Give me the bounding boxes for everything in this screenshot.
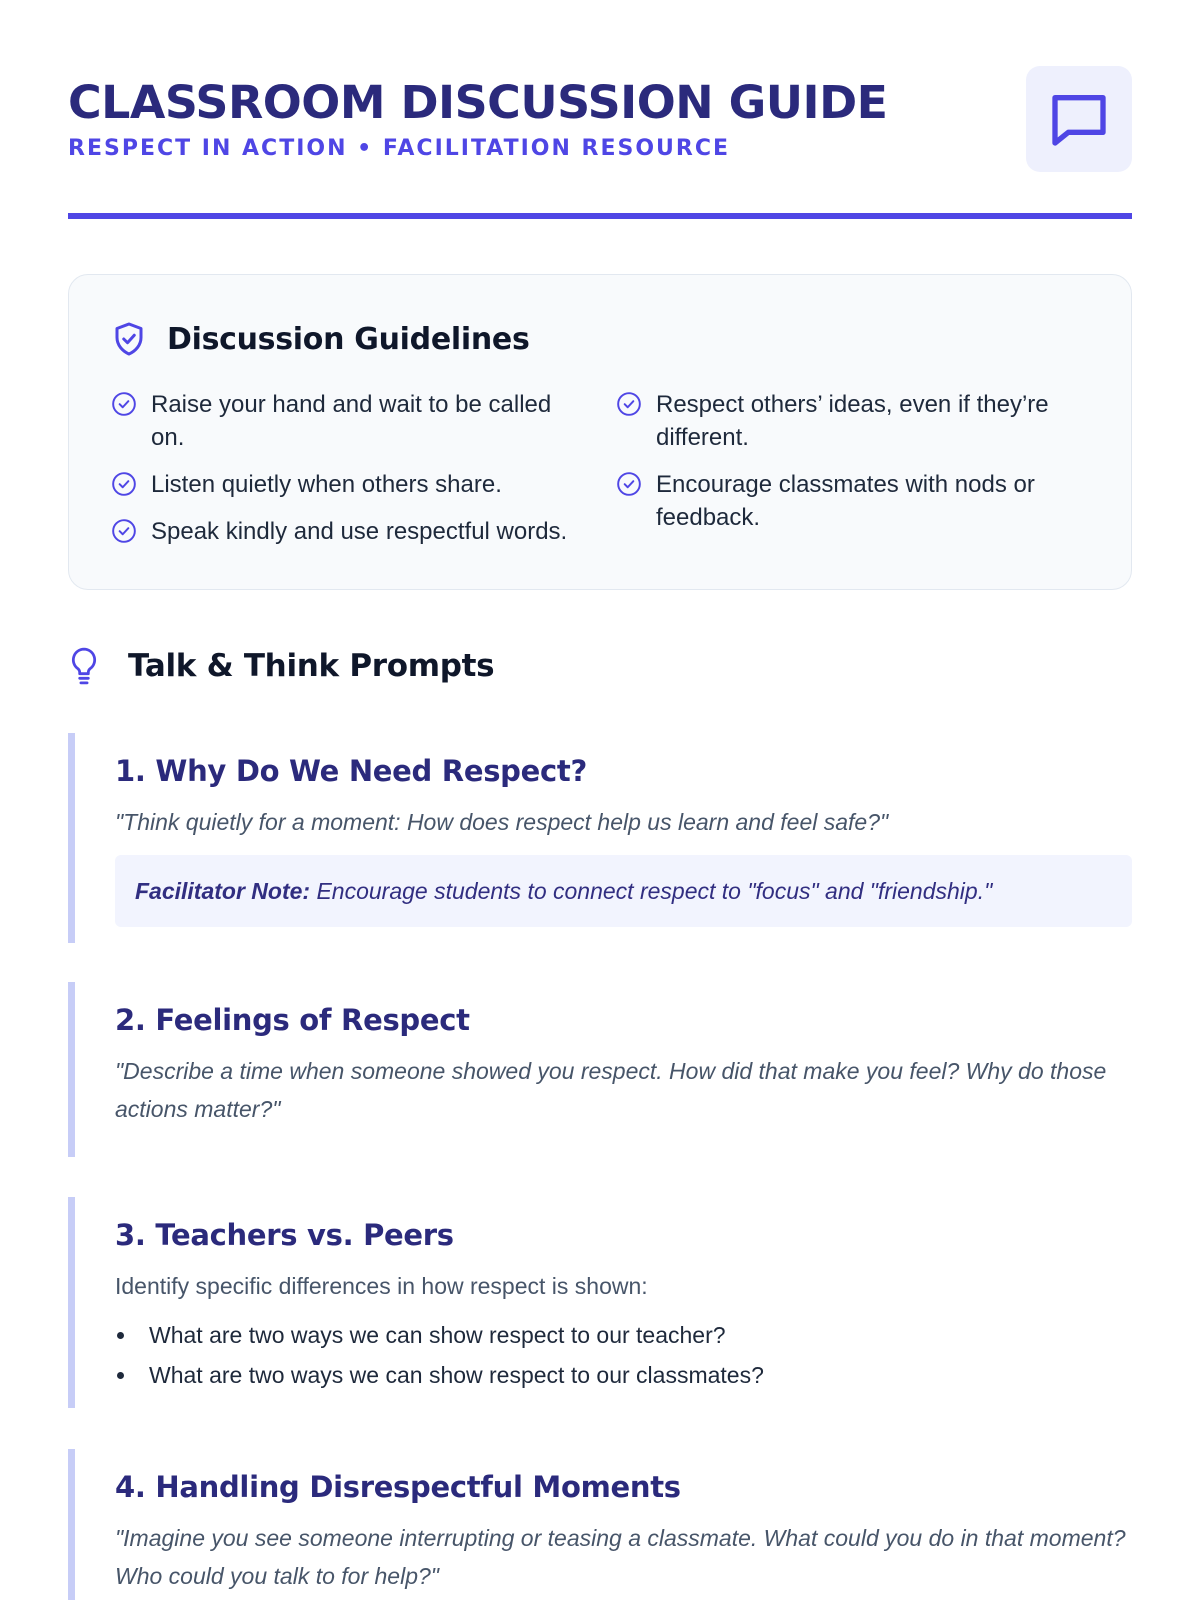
prompt-title: 1. Why Do We Need Respect? bbox=[115, 754, 587, 788]
prompt-question: "Think quietly for a moment: How does respect help us learn and feel safe?" bbox=[115, 809, 889, 835]
prompt-intro: Identify specific differences in how respect is shown: bbox=[115, 1273, 648, 1299]
guideline-text: Raise your hand and wait to be called on. bbox=[151, 391, 552, 451]
check-circle-icon bbox=[616, 391, 642, 417]
prompt-card bbox=[68, 733, 1132, 943]
guidelines-card bbox=[68, 274, 1132, 590]
guideline-item bbox=[111, 468, 591, 501]
prompt-card bbox=[68, 982, 1132, 1157]
check-circle-icon bbox=[111, 391, 137, 417]
check-circle-icon bbox=[616, 471, 642, 497]
prompt-title: 3. Teachers vs. Peers bbox=[115, 1218, 454, 1252]
facilitator-note bbox=[115, 855, 1132, 927]
prompt-title: 2. Feelings of Respect bbox=[115, 1003, 470, 1037]
check-circle-icon bbox=[111, 518, 137, 544]
guideline-item bbox=[616, 468, 1096, 534]
guideline-text: Encourage classmates with nods or feedback. bbox=[656, 471, 1035, 531]
header-divider bbox=[68, 213, 1132, 219]
prompt-card bbox=[68, 1449, 1132, 1600]
prompt-question: "Describe a time when someone showed you respect. How did that make you feel? Why do those actions matter?" bbox=[115, 1058, 1107, 1122]
chat-bubble-icon bbox=[1047, 87, 1111, 151]
prompts-title: Talk & Think Prompts bbox=[128, 648, 495, 684]
guideline-item bbox=[111, 515, 591, 548]
page-subtitle: RESPECT IN ACTION • FACILITATION RESOURCE bbox=[68, 136, 731, 161]
bullet-item: What are two ways we can show respect to our teacher? bbox=[115, 1315, 1132, 1355]
guideline-item bbox=[616, 388, 1096, 454]
facilitator-note-text: Encourage students to connect respect to "focus" and "friendship." bbox=[310, 878, 993, 904]
prompts-heading bbox=[68, 644, 494, 688]
prompt-title: 4. Handling Disrespectful Moments bbox=[115, 1470, 681, 1504]
lightbulb-icon bbox=[68, 644, 108, 688]
prompt-question: "Imagine you see someone interrupting or teasing a classmate. What could you do in that moment? Who could you talk to for help?" bbox=[115, 1525, 1126, 1589]
discussion-guide-page bbox=[68, 0, 1132, 1600]
shield-check-icon bbox=[111, 319, 147, 359]
page-title: CLASSROOM DISCUSSION GUIDE bbox=[68, 76, 888, 129]
header bbox=[68, 66, 1132, 176]
guidelines-right-column bbox=[616, 388, 1096, 548]
guideline-text: Listen quietly when others share. bbox=[151, 471, 502, 498]
guidelines-heading bbox=[111, 319, 530, 359]
guidelines-left-column bbox=[111, 388, 591, 562]
guideline-item bbox=[111, 388, 591, 454]
prompt-card bbox=[68, 1197, 1132, 1408]
guideline-text: Speak kindly and use respectful words. bbox=[151, 518, 568, 545]
guidelines-title: Discussion Guidelines bbox=[167, 321, 530, 357]
facilitator-note-label: Facilitator Note: bbox=[135, 878, 311, 904]
check-circle-icon bbox=[111, 471, 137, 497]
prompt-bullet-list bbox=[115, 1315, 1132, 1395]
header-icon-box bbox=[1026, 66, 1132, 172]
guideline-text: Respect others’ ideas, even if they’re different. bbox=[656, 391, 1049, 451]
bullet-item: What are two ways we can show respect to our classmates? bbox=[115, 1355, 1132, 1395]
